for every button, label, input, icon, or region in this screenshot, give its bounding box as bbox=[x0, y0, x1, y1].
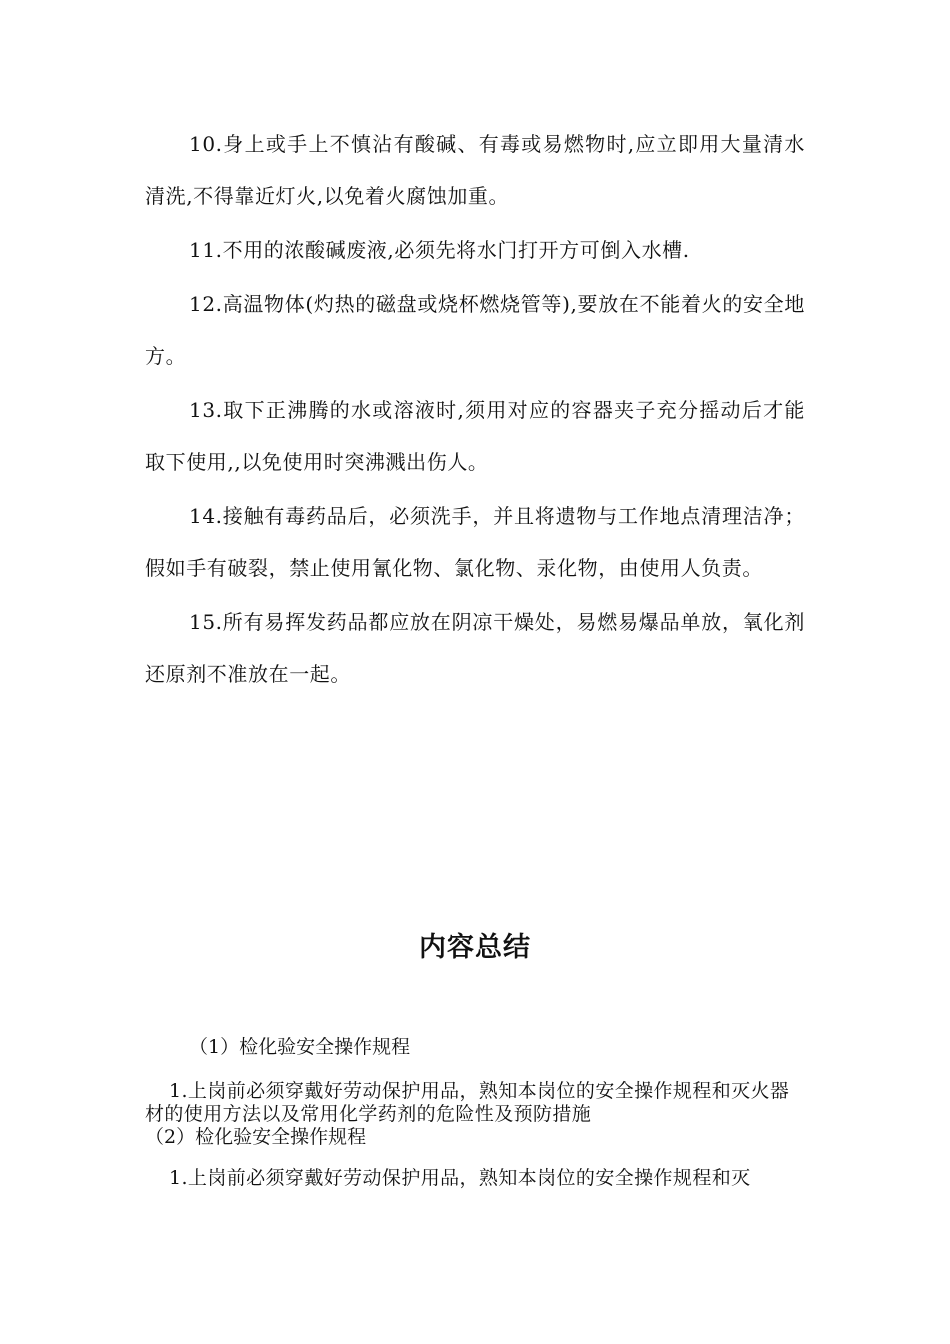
rule-13: 13.取下正沸腾的水或溶液时,须用对应的容器夹子充分摇动后才能取下使用,,以免使用时突沸溅出伤人。 bbox=[145, 398, 805, 474]
rule-12: 12.高温物体(灼热的磁盘或烧杯燃烧管等),要放在不能着火的安全地方。 bbox=[145, 292, 805, 368]
rule-11: 11.不用的浓酸碱废液,必须先将水门打开方可倒入水槽. bbox=[189, 238, 690, 262]
summary-title: 内容总结 bbox=[419, 932, 531, 963]
section1-heading: （1）检化验安全操作规程 bbox=[189, 1036, 411, 1058]
rule-15: 15.所有易挥发药品都应放在阴凉干燥处，易燃易爆品单放，氧化剂还原剂不准放在一起。 bbox=[145, 610, 805, 686]
section2-heading: （2）检化验安全操作规程 bbox=[145, 1126, 367, 1148]
section1-body: 1.上岗前必须穿戴好劳动保护用品，熟知本岗位的安全操作规程和灭火器材的使用方法以及常用化学药剂的危险性及预防措施 bbox=[145, 1080, 790, 1125]
rule-14: 14.接触有毒药品后，必须洗手，并且将遗物与工作地点清理洁净；假如手有破裂，禁止使用氰化物、氯化物、汞化物，由使用人负责。 bbox=[145, 504, 805, 580]
rule-10: 10.身上或手上不慎沾有酸碱、有毒或易燃物时,应立即用大量清水清洗,不得靠近灯火,以免着火腐蚀加重。 bbox=[145, 132, 805, 208]
section2-body: 1.上岗前必须穿戴好劳动保护用品，熟知本岗位的安全操作规程和灭 bbox=[169, 1167, 751, 1189]
safety-rules-list bbox=[145, 118, 805, 702]
summary-section bbox=[145, 1030, 805, 1195]
